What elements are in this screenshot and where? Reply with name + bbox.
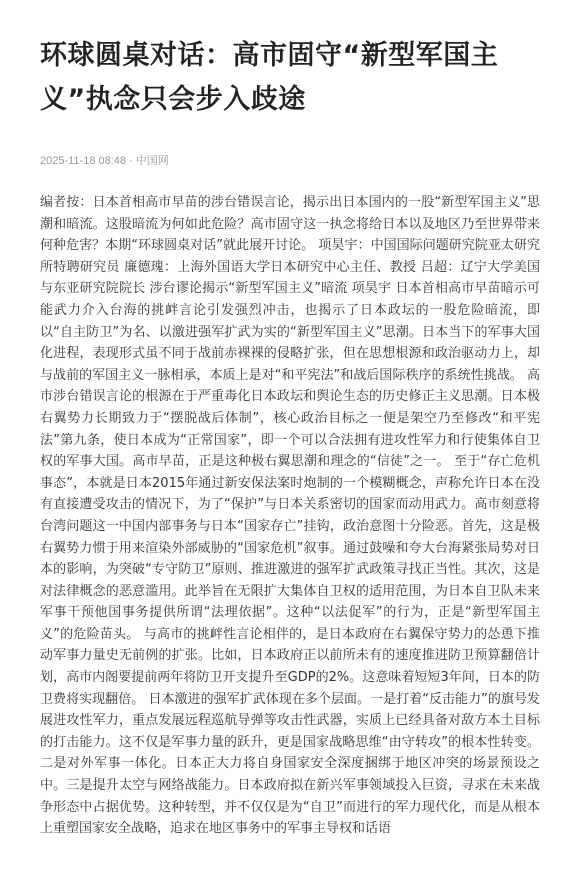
article-meta <box>40 152 540 168</box>
meta-separator: · <box>129 155 133 167</box>
publish-date: 2025-11-18 08:48 <box>40 155 127 167</box>
article-body: 编者按：日本首相高市早苗的涉台错误言论，揭示出日本国内的一股“新型军国主义”思潮和暗流。这股暗流为何如此危险？高市固守这一执念将给日本以及地区乃至世界带来何种危害？本期“环球圆桌对话”就此展开讨论。 项昊宇：中国国际问题研究院亚太研究所特聘研究员 廉德瑰：上海外国语大学日本研究中心主任、教授 吕超：辽宁大学美国与东亚研究院院长 涉台谬论揭示“新型军国主义”暗流 项昊宇 日本首相高市早苗暗示可能武力介入台海的挑衅言论引发强烈冲击，也揭示了日本政坛的一股危险暗流，即以“自主防卫”为名、以激进强军扩武为实的“新型军国主义”思潮。日本当下的军事大国化进程，表现形式虽不同于战前赤裸裸的侵略扩张，但在思想根源和政治驱动力上，却与战前的军国主义一脉相承，本质上是对“和平宪法”和战后国际秩序的系统性挑战。 高市涉台错误言论的根源在于严重毒化日本政坛和舆论生态的历史修正主义思潮。日本极右翼势力长期致力于“摆脱战后体制”，核心政治目标之一便是架空乃至修改“和平宪法”第九条，使日本成为“正常国家”，即一个可以合法拥有进攻性军力和行使集体自卫权的军事大国。高市早苗，正是这种极右翼思潮和理念的“信徒”之一。 至于“存亡危机事态”，本就是日本2015年通过新安保法案时炮制的一个模糊概念，声称允许日本在没有直接遭受攻击的情况下，为了“保护”与日本关系密切的国家而动用武力。高市刻意将台湾问题这一中国内部事务与日本“国家存亡”挂钩，政治意图十分险恶。首先，这是极右翼势力惯于用来渲染外部威胁的“国家危机”叙事。通过鼓噪和夸大台海紧张局势对日本的影响，为突破“专守防卫”原则、推进激进的强军扩武政策寻找正当性。其次，这是对法律概念的恶意滥用。此举旨在无限扩大集体自卫权的适用范围，为日本自卫队未来军事干预他国事务提供所谓“法理依据”。这种“以法促军”的行为，正是“新型军国主义”的危险苗头。 与高市的挑衅性言论相伴的，是日本政府在右翼保守势力的怂恿下推动军事力量史无前例的扩张。比如，日本政府正以前所未有的速度推进防卫预算翻倍计划，高市内阁要提前两年将防卫开支提升至GDP的2%。这意味着短短3年间，日本的防卫费将实现翻倍。 日本激进的强军扩武体现在多个层面。一是打着“反击能力”的旗号发展进攻性军力，重点发展远程巡航导弹等攻击性武器，实质上已经具备对敌方本土目标的打击能力。这不仅是军事力量的跃升，更是国家战略思维“由守转攻”的根本性转变。二是对外军事一体化。日本正大力将自身国家安全深度捆绑于地区冲突的场景预设之中。三是提升太空与网络战能力。日本政府拟在新兴军事领域投入巨资，寻求在未来战争形态中占据优势。这种转型，并不仅仅是为“自卫”而进行的军力现代化，而是从根本上重塑国家安全战略，追求在地区事务中的军事主导权和话语 <box>40 195 540 837</box>
source-label[interactable]: 中国网 <box>135 155 169 167</box>
article-title: 环球圆桌对话：高市固守“新型军国主义”执念只会步入歧途 <box>40 40 499 115</box>
